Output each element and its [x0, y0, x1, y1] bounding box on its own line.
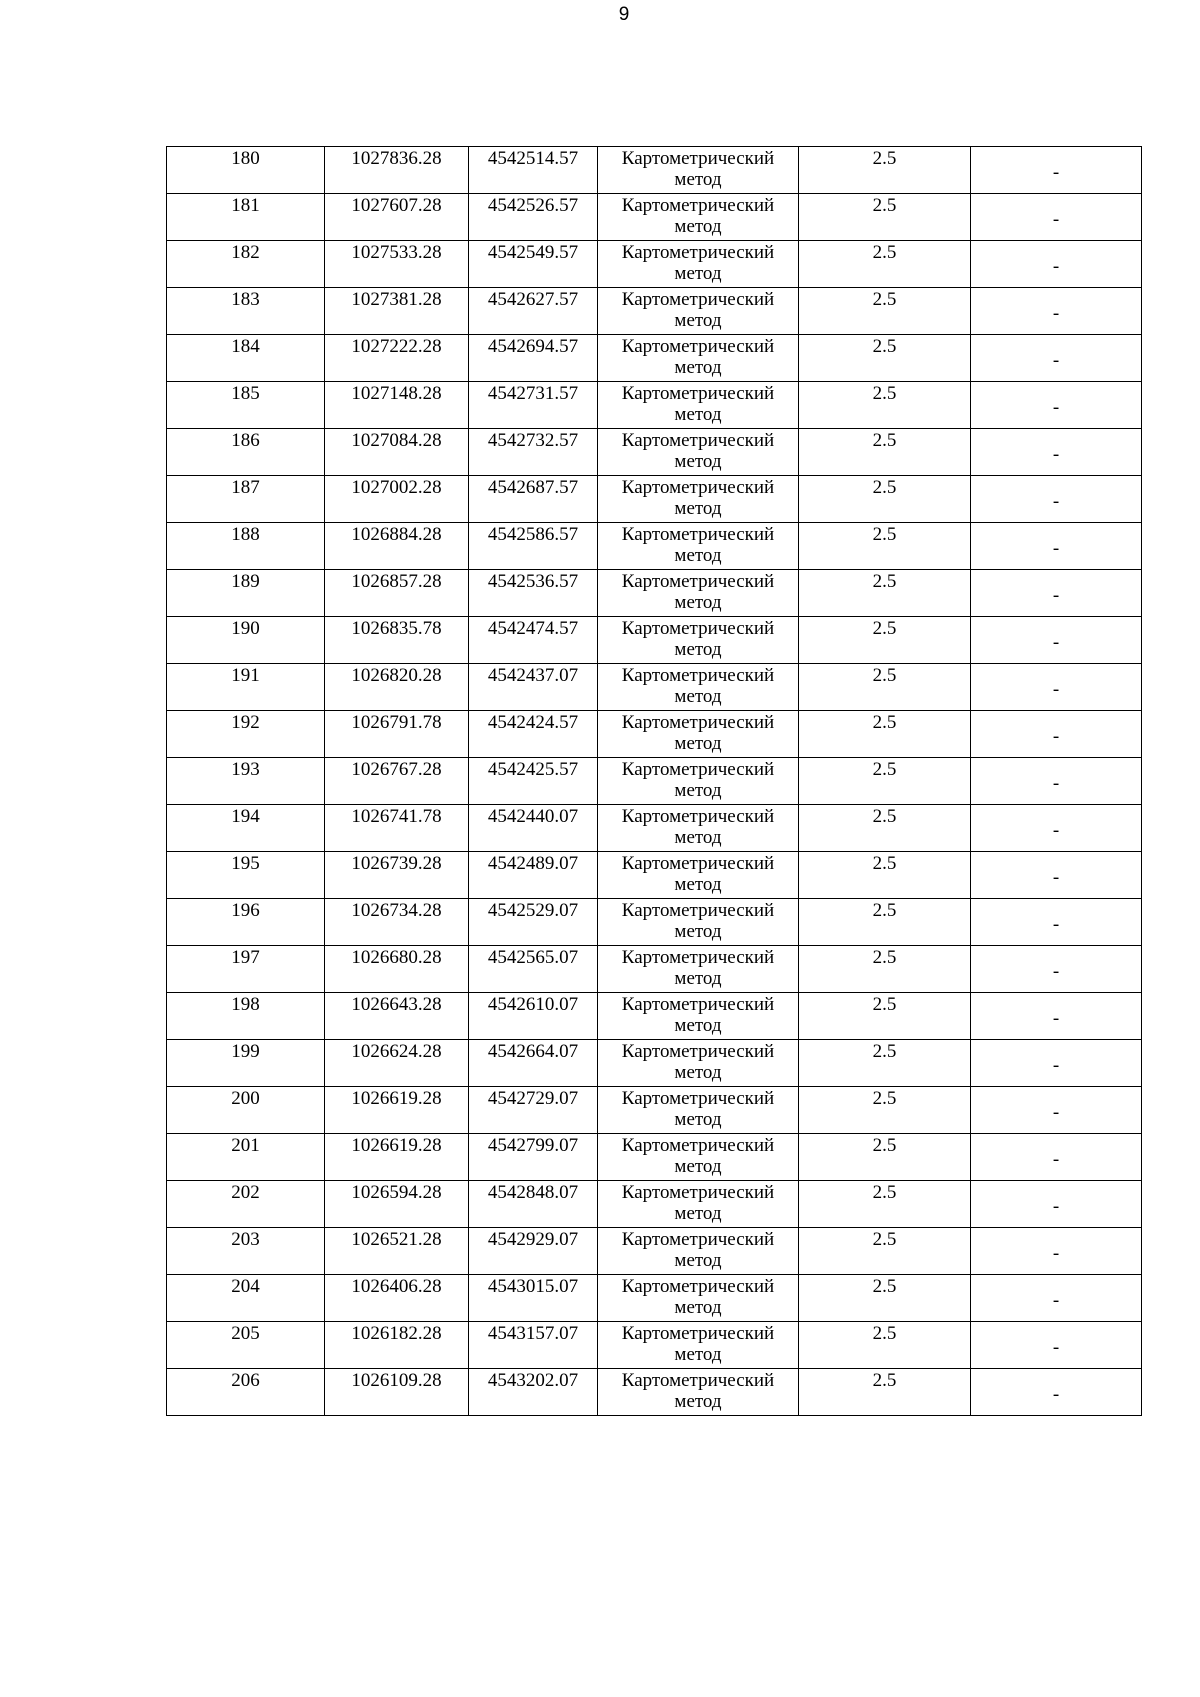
note-cell: - [971, 147, 1142, 194]
x-coordinate-cell: 1026739.28 [325, 852, 469, 899]
note-cell: - [971, 1369, 1142, 1416]
table-row [167, 241, 1142, 288]
point-number-cell: 194 [167, 805, 325, 852]
method-text-line1: Картометрический [621, 994, 775, 1015]
method-cell [598, 570, 799, 617]
accuracy-cell: 2.5 [799, 570, 971, 617]
y-coordinate-cell: 4543015.07 [469, 1275, 598, 1322]
x-coordinate-cell: 1026624.28 [325, 1040, 469, 1087]
x-coordinate-cell: 1026619.28 [325, 1087, 469, 1134]
method-text-line2: метод [674, 169, 722, 190]
table-row [167, 664, 1142, 711]
method-text-line2: метод [674, 310, 722, 331]
point-number-cell: 206 [167, 1369, 325, 1416]
method-text-line2: метод [674, 1250, 722, 1271]
method-text-line1: Картометрический [621, 1041, 775, 1062]
method-text-line1: Картометрический [621, 618, 775, 639]
method-cell [598, 147, 799, 194]
method-text-line1: Картометрический [621, 571, 775, 592]
method-text-line2: метод [674, 639, 722, 660]
accuracy-cell: 2.5 [799, 711, 971, 758]
x-coordinate-cell: 1026791.78 [325, 711, 469, 758]
method-text-line1: Картометрический [621, 759, 775, 780]
method-text-line2: метод [674, 780, 722, 801]
table-row [167, 1369, 1142, 1416]
x-coordinate-cell: 1027533.28 [325, 241, 469, 288]
method-text-line2: метод [674, 451, 722, 472]
method-text-line1: Картометрический [621, 1323, 775, 1344]
y-coordinate-cell: 4542848.07 [469, 1181, 598, 1228]
y-coordinate-cell: 4542440.07 [469, 805, 598, 852]
note-cell: - [971, 194, 1142, 241]
y-coordinate-cell: 4542474.57 [469, 617, 598, 664]
point-number-cell: 183 [167, 288, 325, 335]
y-coordinate-cell: 4542687.57 [469, 476, 598, 523]
method-cell [598, 1134, 799, 1181]
table-row [167, 1181, 1142, 1228]
method-cell [598, 288, 799, 335]
method-cell [598, 429, 799, 476]
note-cell: - [971, 1087, 1142, 1134]
method-text-line2: метод [674, 874, 722, 895]
x-coordinate-cell: 1027607.28 [325, 194, 469, 241]
y-coordinate-cell: 4542664.07 [469, 1040, 598, 1087]
method-cell [598, 382, 799, 429]
accuracy-cell: 2.5 [799, 288, 971, 335]
method-text-line2: метод [674, 921, 722, 942]
y-coordinate-cell: 4542529.07 [469, 899, 598, 946]
table-row [167, 1040, 1142, 1087]
method-cell [598, 805, 799, 852]
point-number-cell: 186 [167, 429, 325, 476]
y-coordinate-cell: 4542732.57 [469, 429, 598, 476]
method-cell [598, 664, 799, 711]
point-number-cell: 203 [167, 1228, 325, 1275]
method-text-line1: Картометрический [621, 1135, 775, 1156]
accuracy-cell: 2.5 [799, 946, 971, 993]
accuracy-cell: 2.5 [799, 194, 971, 241]
point-number-cell: 205 [167, 1322, 325, 1369]
point-number-cell: 193 [167, 758, 325, 805]
method-text-line1: Картометрический [621, 148, 775, 169]
method-text-line1: Картометрический [621, 712, 775, 733]
note-cell: - [971, 1322, 1142, 1369]
y-coordinate-cell: 4543157.07 [469, 1322, 598, 1369]
accuracy-cell: 2.5 [799, 429, 971, 476]
note-cell: - [971, 241, 1142, 288]
table-row [167, 1322, 1142, 1369]
y-coordinate-cell: 4542627.57 [469, 288, 598, 335]
accuracy-cell: 2.5 [799, 852, 971, 899]
point-number-cell: 200 [167, 1087, 325, 1134]
accuracy-cell: 2.5 [799, 1228, 971, 1275]
x-coordinate-cell: 1026109.28 [325, 1369, 469, 1416]
point-number-cell: 188 [167, 523, 325, 570]
method-text-line1: Картометрический [621, 665, 775, 686]
y-coordinate-cell: 4542929.07 [469, 1228, 598, 1275]
note-cell: - [971, 1134, 1142, 1181]
x-coordinate-cell: 1026594.28 [325, 1181, 469, 1228]
note-cell: - [971, 758, 1142, 805]
point-number-cell: 199 [167, 1040, 325, 1087]
note-cell: - [971, 288, 1142, 335]
accuracy-cell: 2.5 [799, 758, 971, 805]
accuracy-cell: 2.5 [799, 382, 971, 429]
x-coordinate-cell: 1026884.28 [325, 523, 469, 570]
y-coordinate-cell: 4542549.57 [469, 241, 598, 288]
y-coordinate-cell: 4542731.57 [469, 382, 598, 429]
x-coordinate-cell: 1026734.28 [325, 899, 469, 946]
method-text-line1: Картометрический [621, 947, 775, 968]
note-cell: - [971, 335, 1142, 382]
method-text-line2: метод [674, 1156, 722, 1177]
point-number-cell: 195 [167, 852, 325, 899]
note-cell: - [971, 1181, 1142, 1228]
page-number: 9 [618, 4, 630, 25]
x-coordinate-cell: 1026857.28 [325, 570, 469, 617]
method-cell [598, 241, 799, 288]
method-text-line2: метод [674, 1109, 722, 1130]
point-number-cell: 191 [167, 664, 325, 711]
note-cell: - [971, 993, 1142, 1040]
method-cell [598, 758, 799, 805]
method-cell [598, 1181, 799, 1228]
accuracy-cell: 2.5 [799, 1181, 971, 1228]
method-text-line2: метод [674, 827, 722, 848]
x-coordinate-cell: 1026521.28 [325, 1228, 469, 1275]
x-coordinate-cell: 1026741.78 [325, 805, 469, 852]
accuracy-cell: 2.5 [799, 1369, 971, 1416]
x-coordinate-cell: 1026182.28 [325, 1322, 469, 1369]
method-text-line2: метод [674, 263, 722, 284]
table-row [167, 805, 1142, 852]
table-row [167, 476, 1142, 523]
method-text-line2: метод [674, 1344, 722, 1365]
note-cell: - [971, 523, 1142, 570]
table-row [167, 946, 1142, 993]
method-text-line1: Картометрический [621, 477, 775, 498]
accuracy-cell: 2.5 [799, 335, 971, 382]
table-row [167, 1087, 1142, 1134]
method-text-line1: Картометрический [621, 430, 775, 451]
method-text-line2: метод [674, 357, 722, 378]
method-cell [598, 1369, 799, 1416]
method-text-line2: метод [674, 733, 722, 754]
x-coordinate-cell: 1026619.28 [325, 1134, 469, 1181]
method-text-line2: метод [674, 968, 722, 989]
y-coordinate-cell: 4542565.07 [469, 946, 598, 993]
note-cell: - [971, 1228, 1142, 1275]
accuracy-cell: 2.5 [799, 476, 971, 523]
y-coordinate-cell: 4542424.57 [469, 711, 598, 758]
method-cell [598, 993, 799, 1040]
method-text-line2: метод [674, 1015, 722, 1036]
accuracy-cell: 2.5 [799, 805, 971, 852]
table-row [167, 429, 1142, 476]
accuracy-cell: 2.5 [799, 1322, 971, 1369]
y-coordinate-cell: 4542729.07 [469, 1087, 598, 1134]
accuracy-cell: 2.5 [799, 1275, 971, 1322]
accuracy-cell: 2.5 [799, 617, 971, 664]
x-coordinate-cell: 1026820.28 [325, 664, 469, 711]
method-text-line2: метод [674, 1297, 722, 1318]
point-number-cell: 201 [167, 1134, 325, 1181]
accuracy-cell: 2.5 [799, 899, 971, 946]
method-cell [598, 335, 799, 382]
accuracy-cell: 2.5 [799, 241, 971, 288]
x-coordinate-cell: 1027836.28 [325, 147, 469, 194]
method-cell [598, 852, 799, 899]
method-cell [598, 523, 799, 570]
method-cell [598, 1228, 799, 1275]
table-row [167, 382, 1142, 429]
method-text-line2: метод [674, 216, 722, 237]
note-cell: - [971, 852, 1142, 899]
point-number-cell: 198 [167, 993, 325, 1040]
y-coordinate-cell: 4542536.57 [469, 570, 598, 617]
method-text-line2: метод [674, 1062, 722, 1083]
note-cell: - [971, 805, 1142, 852]
point-number-cell: 192 [167, 711, 325, 758]
table-row [167, 1275, 1142, 1322]
method-cell [598, 946, 799, 993]
table-row [167, 899, 1142, 946]
method-text-line1: Картометрический [621, 524, 775, 545]
method-text-line1: Картометрический [621, 195, 775, 216]
note-cell: - [971, 382, 1142, 429]
table-row [167, 147, 1142, 194]
note-cell: - [971, 429, 1142, 476]
y-coordinate-cell: 4542694.57 [469, 335, 598, 382]
note-cell: - [971, 476, 1142, 523]
method-text-line2: метод [674, 686, 722, 707]
method-text-line1: Картометрический [621, 1229, 775, 1250]
x-coordinate-cell: 1026767.28 [325, 758, 469, 805]
table-row [167, 570, 1142, 617]
table-row [167, 288, 1142, 335]
y-coordinate-cell: 4542489.07 [469, 852, 598, 899]
method-cell [598, 617, 799, 664]
method-text-line1: Картометрический [621, 383, 775, 404]
note-cell: - [971, 570, 1142, 617]
method-text-line1: Картометрический [621, 806, 775, 827]
x-coordinate-cell: 1027148.28 [325, 382, 469, 429]
accuracy-cell: 2.5 [799, 1087, 971, 1134]
method-cell [598, 1040, 799, 1087]
method-text-line1: Картометрический [621, 289, 775, 310]
y-coordinate-cell: 4542514.57 [469, 147, 598, 194]
method-cell [598, 711, 799, 758]
point-number-cell: 202 [167, 1181, 325, 1228]
point-number-cell: 182 [167, 241, 325, 288]
accuracy-cell: 2.5 [799, 523, 971, 570]
method-text-line1: Картометрический [621, 1088, 775, 1109]
table-row [167, 617, 1142, 664]
method-text-line2: метод [674, 592, 722, 613]
table-row [167, 335, 1142, 382]
x-coordinate-cell: 1026643.28 [325, 993, 469, 1040]
table-row [167, 993, 1142, 1040]
table-row [167, 711, 1142, 758]
table-row [167, 194, 1142, 241]
note-cell: - [971, 946, 1142, 993]
accuracy-cell: 2.5 [799, 147, 971, 194]
method-text-line2: метод [674, 498, 722, 519]
method-cell [598, 194, 799, 241]
point-number-cell: 197 [167, 946, 325, 993]
point-number-cell: 180 [167, 147, 325, 194]
method-text-line1: Картометрический [621, 853, 775, 874]
method-text-line1: Картометрический [621, 900, 775, 921]
note-cell: - [971, 711, 1142, 758]
note-cell: - [971, 617, 1142, 664]
x-coordinate-cell: 1027222.28 [325, 335, 469, 382]
note-cell: - [971, 1040, 1142, 1087]
note-cell: - [971, 664, 1142, 711]
table-row [167, 1228, 1142, 1275]
method-text-line1: Картометрический [621, 1276, 775, 1297]
table-row [167, 523, 1142, 570]
method-text-line1: Картометрический [621, 1182, 775, 1203]
accuracy-cell: 2.5 [799, 1134, 971, 1181]
y-coordinate-cell: 4542425.57 [469, 758, 598, 805]
method-text-line1: Картометрический [621, 1370, 775, 1391]
point-number-cell: 190 [167, 617, 325, 664]
x-coordinate-cell: 1027084.28 [325, 429, 469, 476]
method-text-line1: Картометрический [621, 242, 775, 263]
note-cell: - [971, 899, 1142, 946]
coordinates-table-body [167, 147, 1142, 1416]
method-text-line2: метод [674, 404, 722, 425]
coordinates-table [166, 146, 1142, 1416]
method-text-line1: Картометрический [621, 336, 775, 357]
table-row [167, 758, 1142, 805]
method-cell [598, 476, 799, 523]
point-number-cell: 181 [167, 194, 325, 241]
method-text-line2: метод [674, 1391, 722, 1412]
y-coordinate-cell: 4542526.57 [469, 194, 598, 241]
y-coordinate-cell: 4542610.07 [469, 993, 598, 1040]
y-coordinate-cell: 4542799.07 [469, 1134, 598, 1181]
point-number-cell: 196 [167, 899, 325, 946]
x-coordinate-cell: 1026835.78 [325, 617, 469, 664]
table-row [167, 852, 1142, 899]
note-cell: - [971, 1275, 1142, 1322]
accuracy-cell: 2.5 [799, 993, 971, 1040]
point-number-cell: 184 [167, 335, 325, 382]
x-coordinate-cell: 1026680.28 [325, 946, 469, 993]
point-number-cell: 204 [167, 1275, 325, 1322]
method-cell [598, 899, 799, 946]
method-cell [598, 1275, 799, 1322]
y-coordinate-cell: 4543202.07 [469, 1369, 598, 1416]
x-coordinate-cell: 1027002.28 [325, 476, 469, 523]
accuracy-cell: 2.5 [799, 1040, 971, 1087]
x-coordinate-cell: 1027381.28 [325, 288, 469, 335]
point-number-cell: 185 [167, 382, 325, 429]
point-number-cell: 189 [167, 570, 325, 617]
method-text-line2: метод [674, 545, 722, 566]
accuracy-cell: 2.5 [799, 664, 971, 711]
table-row [167, 1134, 1142, 1181]
x-coordinate-cell: 1026406.28 [325, 1275, 469, 1322]
point-number-cell: 187 [167, 476, 325, 523]
y-coordinate-cell: 4542437.07 [469, 664, 598, 711]
y-coordinate-cell: 4542586.57 [469, 523, 598, 570]
method-cell [598, 1322, 799, 1369]
method-cell [598, 1087, 799, 1134]
method-text-line2: метод [674, 1203, 722, 1224]
